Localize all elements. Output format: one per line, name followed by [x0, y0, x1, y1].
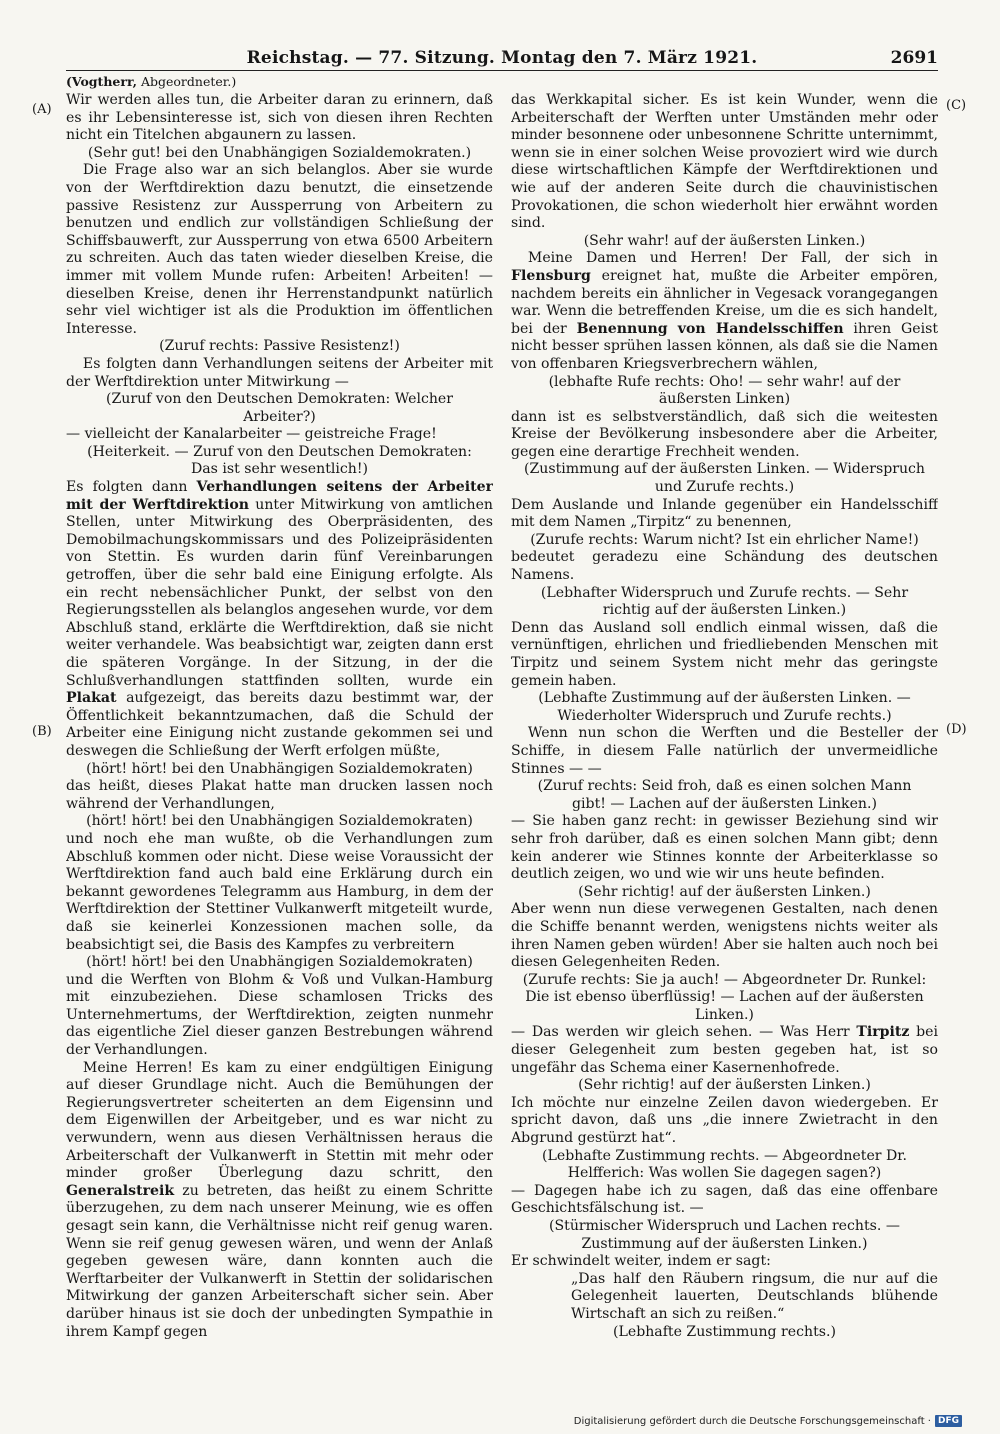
interjection: (Sehr richtig! auf der äußersten Linken.)	[578, 1077, 871, 1094]
speaker-role: Abgeordneter.)	[140, 74, 237, 89]
paragraph: und noch ehe man wußte, ob die Verhandlungen zum Abschluß kommen oder nicht. Diese weise Voraussicht der Werftdirektion fand auch bald eine Erklärung durch ein bekannt gewordenes Telegramm aus Hamburg, in dem der Werftdirektion der Stettiner Vulkanwerft mitgeteilt wurde, daß sie keinerlei Konzessionen machen solle, da beabsichtigt sei, die Basis des Kampfes zu verbreitern	[66, 830, 493, 953]
page-number: 2691	[890, 48, 938, 68]
paragraph: das Werkkapital sicher. Es ist kein Wunder, wenn die Arbeiterschaft der Werften unter Umständen mehr oder minder besonnene oder unbesonnene Schritte unternimmt, wenn sie in einer solchen Weise provoziert wird wie durch diese wirtschaftlichen Kämpfe der Werftdirektionen und wie auf der anderen Seite durch die chauvinistischen Provokationen, die schon wiederholt hier erwähnt worden sind.	[511, 92, 938, 232]
interjection: (hört! hört! bei den Unabhängigen Sozialdemokraten)	[86, 813, 473, 830]
interjection: (Sehr richtig! auf der äußersten Linken.)	[578, 883, 871, 900]
left-column	[66, 92, 493, 1354]
paragraph: Es folgten dann Verhandlungen seitens der Arbeiter mit der Werftdirektion unter Mitwirkung —	[66, 355, 493, 390]
paragraph: Wenn nun schon die Werften und die Besteller der Schiffe, in diesem Falle natürlich der unvermeidliche Stinnes — —	[511, 725, 938, 777]
paragraph: — vielleicht der Kanalarbeiter — geistreiche Frage!	[66, 426, 437, 443]
paragraph: Die Frage also war an sich belanglos. Aber sie wurde von der Werftdirektion dazu benutzt, die einsetzende passive Resistenz zur Aussperrung von Arbeitern zu benutzen und endlich zur vollständigen Schließung der Schiffsbauwerft, zur Aussperrung von etwa 6500 Arbeitern zu schreiten. Auch das taten wieder dieselben Kreise, die immer mit vollem Munde rufen: Arbeiten! Arbeiten! — dieselben Kreise, denen ihr Herrenstandpunkt natürlich sehr viel wichtiger ist als die Produktion im öffentlichen Interesse.	[66, 162, 493, 337]
interjection: (Sehr wahr! auf der äußersten Linken.)	[583, 232, 866, 249]
margin-marker-b: (B)	[32, 724, 52, 739]
margin-marker-a: (A)	[32, 102, 52, 117]
quotation: „Das half den Räubern ringsum, die nur auf die Gelegenheit lauerten, Deutschlands blühende Wirtschaft an sich zu reißen.“	[571, 1270, 938, 1322]
paragraph: Wir werden alles tun, die Arbeiter daran zu erinnern, daß es ihr Lebensinteresse ist, sich von diesen ihren Rechten nicht ein Titelchen abgaunern zu lassen.	[66, 92, 493, 144]
speaker-name: (Vogtherr,	[66, 74, 137, 89]
interjection: (Zuruf rechts: Seid froh, daß es einen solchen Mann gibt! — Lachen auf der äußersten Linken.)	[537, 778, 912, 812]
paragraph: — Dagegen habe ich zu sagen, daß das eine offenbare Geschichtsfälschung ist. —	[511, 1182, 938, 1217]
interjection: (Lebhafte Zustimmung auf der äußersten Linken. — Wiederholter Widerspruch und Zurufe rechts.)	[538, 690, 911, 724]
interjection: (Sehr gut! bei den Unabhängigen Sozialdemokraten.)	[87, 144, 472, 161]
interjection: (hört! hört! bei den Unabhängigen Sozialdemokraten)	[86, 760, 473, 777]
running-title: Reichstag. — 77. Sitzung. Montag den 7. März 1921.	[246, 48, 758, 68]
interjection: (Stürmischer Widerspruch und Lachen rechts. — Zustimmung auf der äußersten Linken.)	[549, 1218, 900, 1252]
interjection: (lebhafte Rufe rechts: Oho! — sehr wahr! auf der äußersten Linken)	[548, 373, 901, 408]
paragraph: Aber wenn nun diese verwegenen Gestalten, nach denen die Schiffe benannt werden, wenigstens nichts weiter als ihren Namen geben würden! Aber sie halten auch noch bei diesen Gelegenheiten Reden.	[511, 901, 938, 971]
paragraph: — Sie haben ganz recht: in gewisser Beziehung sind wir sehr froh darüber, daß es einen solchen Mann gibt; denn kein anderer wie Stinnes konnte der Arbeiterklasse so deutlich zeigen, wo und wie wir uns heute befinden.	[511, 813, 938, 883]
credit-text: Digitalisierung gefördert durch die Deutsche Forschungsgemeinschaft ·	[573, 1415, 931, 1427]
margin-marker-d: (D)	[946, 722, 967, 737]
paragraph: Meine Herren! Es kam zu einer endgültigen Einigung auf dieser Grundlage nicht. Auch die Bemühungen der Regierungsvertreter scheiterten an dem Eigensinn und dem Eigenwillen der Arbeitgeber, und es war nicht zu verwundern, wenn aus diesen Verhältnissen heraus die Arbeiterschaft der Vulkanwerft in Stettin mit mehr oder minder großer Überlegung dazu schritt, den Generalstreik zu betreten, das heißt zu einem Schritte überzugehen, zu dem nach unserer Meinung, wie es offen gesagt sein kann, die Verhältnisse nicht reif genug waren. Wenn sie reif genug gewesen wären, und wenn der Anlaß gegeben gewesen wäre, dann konnten auch die Werftarbeiter der Vulkanwerft in Stettin der solidarischen Mitwirkung der ganzen Arbeiterschaft sicher sein. Aber darüber hinaus ist sie doch der unbedingten Sympathie in ihrem Kampf gegen	[66, 1059, 493, 1340]
interjection: (Zuruf von den Deutschen Demokraten: Welcher Arbeiter?)	[106, 391, 453, 425]
paragraph: dann ist es selbstverständlich, daß sich die weitesten Kreise der Bevölkerung insbesondere aber die Arbeiter, gegen eine derartige Frechheit wenden.	[511, 408, 938, 460]
interjection: (Lebhafte Zustimmung rechts.)	[613, 1323, 836, 1340]
right-column	[511, 92, 938, 1354]
margin-marker-c: (C)	[946, 98, 967, 113]
interjection: (Zustimmung auf der äußersten Linken. — Widerspruch und Zurufe rechts.)	[524, 461, 925, 496]
interjection: (Heiterkeit. — Zuruf von den Deutschen Demokraten: Das ist sehr wesentlich!)	[87, 443, 472, 478]
paragraph: das heißt, dieses Plakat hatte man drucken lassen noch während der Verhandlungen,	[66, 778, 493, 812]
interjection: (Zuruf rechts: Passive Resistenz!)	[159, 338, 400, 355]
interjection: (Lebhafte Zustimmung rechts. — Abgeordneter Dr. Helfferich: Was wollen Sie dagegen sagen?)	[542, 1147, 907, 1182]
paragraph: bedeutet geradezu eine Schändung des deutschen Namens.	[511, 549, 938, 584]
paragraph: Meine Damen und Herren! Der Fall, der sich in Flensburg ereignet hat, mußte die Arbeiter empören, nachdem bereits ein ähnlicher in Vegesack vorangegangen war. Wenn die betreffenden Kreise, um die es sich handelt, bei der Benennung von Handelsschiffen ihren Geist nicht besser sprühen lassen können, als daß sie die Namen von offenbaren Kriegsverbrechern wählen,	[511, 250, 938, 372]
interjection: (Zurufe rechts: Sie ja auch! — Abgeordneter Dr. Runkel: Die ist ebenso überflüssig! — Lachen auf der äußersten Linken.)	[522, 971, 927, 1023]
paragraph: Ich möchte nur einzelne Zeilen davon wiedergeben. Er spricht davon, daß uns „die innere Zwietracht in den Abgrund gestürzt hat“.	[511, 1094, 938, 1147]
page-header	[66, 48, 938, 71]
paragraph: und die Werften von Blohm & Voß und Vulkan-Hamburg mit einzubeziehen. Diese schamlosen Tricks des Unternehmertums, der Werftdirektion, zeigten nunmehr das eigentliche Ziel dieser ganzen Bestrebungen während der Verhandlungen.	[66, 971, 493, 1059]
interjection: (hört! hört! bei den Unabhängigen Sozialdemokraten)	[86, 954, 473, 971]
speaker-line	[66, 74, 236, 89]
paragraph: Dem Auslande und Inlande gegenüber ein Handelsschiff mit dem Namen „Tirpitz“ zu benennen,	[511, 496, 938, 531]
paragraph: Es folgten dann Verhandlungen seitens der Arbeiter mit der Werftdirektion unter Mitwirkung von amtlichen Stellen, unter Mitwirkung des Oberpräsidenten, des Demobilmachungskommissars und des Polizeipräsidenten von Stettin. Es wurden darin fünf Vereinbarungen getroffen, über die sehr bald eine Einigung erfolgte. Als ein recht nebensächlicher Punkt, der selbst von den Regierungsstellen als belanglos angesehen wurde, vor dem Abschluß stand, erklärte die Werftdirektion, daß sie nicht weiter verhandele. Was beabsichtigt war, zeigten dann erst die späteren Vorgänge. In der Sitzung, in der die Schlußverhandlungen stattfinden sollten, wurde ein Plakat aufgezeigt, das bereits dazu bestimmt war, der Öffentlichkeit bekanntzumachen, daß die Schuld der Arbeiter eine Einigung nicht zustande gekommen sei und deswegen die Schließung der Werft erfolgen müßte,	[66, 479, 493, 759]
paragraph: Er schwindelt weiter, indem er sagt:	[511, 1253, 771, 1270]
digitization-credit	[574, 1415, 962, 1427]
interjection: (Lebhafter Widerspruch und Zurufe rechts. — Sehr richtig auf der äußersten Linken.)	[540, 584, 909, 619]
interjection: (Zurufe rechts: Warum nicht? Ist ein ehrlicher Name!)	[530, 531, 919, 548]
paragraph: — Das werden wir gleich sehen. — Was Herr Tirpitz bei dieser Gelegenheit zum besten gegeben hat, ist so ungefähr das Schema einer Kasernenhofrede.	[511, 1024, 938, 1076]
paragraph: Denn das Ausland soll endlich einmal wissen, daß die vernünftigen, ehrlichen und friedliebenden Menschen mit Tirpitz und seinem System nicht mehr das geringste gemein haben.	[511, 619, 938, 689]
dfg-logo: DFG	[935, 1415, 962, 1427]
